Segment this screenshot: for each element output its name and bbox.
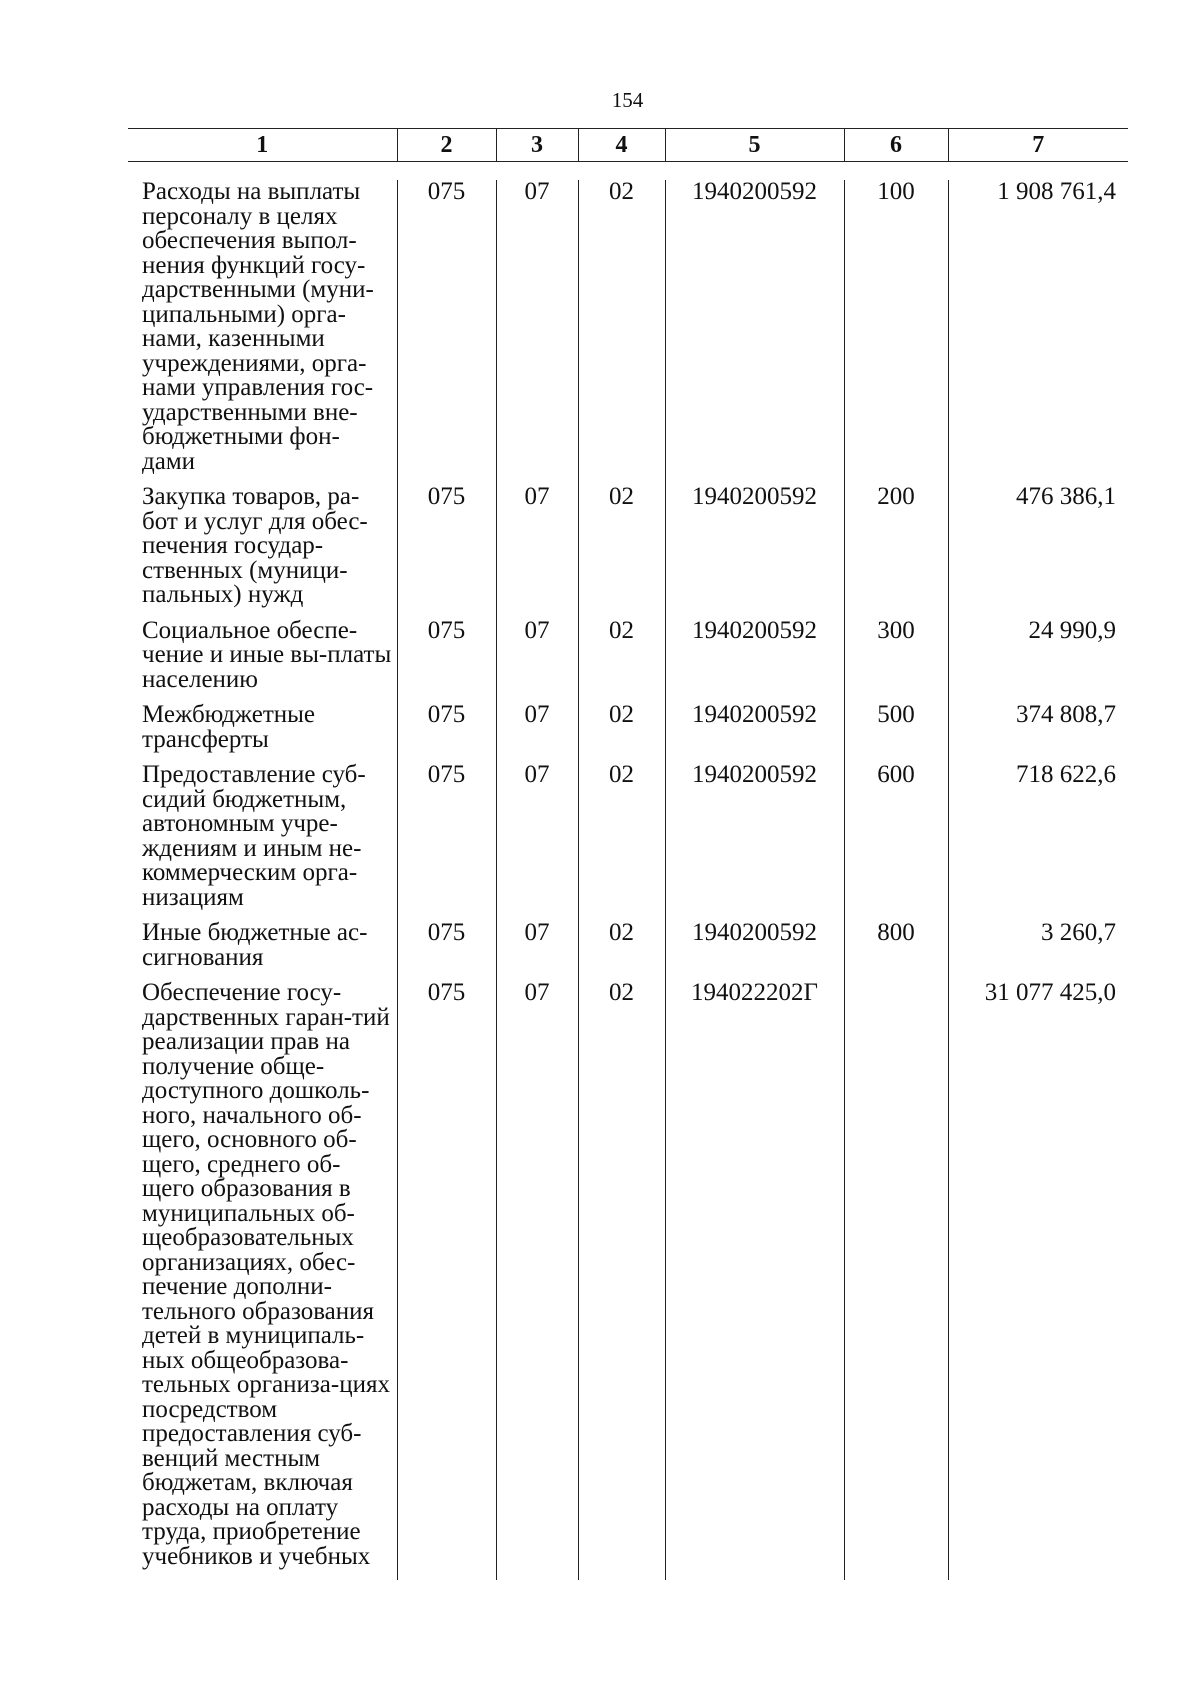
row-expense-type-code: 500: [844, 703, 948, 763]
row-name: Межбюджетные трансферты: [128, 703, 397, 763]
header-col-5: 5: [665, 129, 844, 162]
row-target-code: 1940200592: [665, 763, 844, 921]
row-target-code: 1940200592: [665, 619, 844, 704]
row-ministry-code: 075: [427, 483, 466, 510]
row-name: Обеспечение госу-дарственных гаран-тий реализации прав на получение обще-доступного дошколь-ного, начального об-щего, основного об-щего, среднего об-щего образования в муниципальных об-щеобразовательных организациях, обес-печение дополни-тельного образования детей в муниципаль-ных общеобразова-тельных организа-циях посредством предоставления суб-венций местным бюджетам, включая расходы на оплату труда, приобретение учебников и учебных: [128, 981, 397, 1580]
header-col-3: 3: [496, 129, 578, 162]
row-subsection-code: 02: [578, 619, 665, 704]
table-row: [128, 619, 1128, 704]
row-amount: 31 077 425,0: [948, 981, 1128, 1580]
row-target-code: 1940200592: [665, 921, 844, 981]
row-section-code: 07: [496, 619, 578, 704]
header-col-4: 4: [578, 129, 665, 162]
row-amount: 1 908 761,4: [948, 180, 1128, 485]
row-name: Закупка товаров, ра-бот и услуг для обес-печения государ-ственных (муници-пальных) нужд: [128, 485, 397, 619]
row-subsection-code: 02: [578, 703, 665, 763]
row-subsection-code: 02: [578, 485, 665, 619]
table-row: [128, 921, 1128, 981]
row-ministry-code: 075: [427, 616, 466, 644]
row-target-code: 1940200592: [665, 485, 844, 619]
row-name: Расходы на выплаты персоналу в целях обеспечения выпол-нения функций госу-дарственными (муни-ципальными) орга-нами, казенными учреждениями, орга-нами управления гос-ударственными вне-бюджетными фон-дами: [128, 180, 397, 485]
header-col-1: 1: [128, 129, 397, 162]
row-subsection-code: 02: [578, 981, 665, 1580]
row-expense-type-code: [844, 981, 948, 1580]
table-row: [128, 763, 1128, 921]
header-col-6: 6: [844, 129, 948, 162]
row-amount: 718 622,6: [948, 763, 1128, 921]
row-expense-type-code: 800: [844, 921, 948, 981]
row-amount: 24 990,9: [948, 619, 1128, 704]
row-amount: 3 260,7: [948, 921, 1128, 981]
row-section-code: 07: [496, 763, 578, 921]
row-ministry-code: 075: [427, 919, 466, 946]
header-col-7: 7: [948, 129, 1128, 162]
row-section-code: 07: [496, 485, 578, 619]
row-ministry-code: 075: [427, 178, 466, 205]
row-ministry-code: 075: [427, 979, 466, 1006]
row-name: Социальное обеспе-чение и иные вы-платы населению: [128, 619, 397, 704]
row-name: Предоставление суб-сидий бюджетным, автономным учре-ждениям и иным не-коммерческим орга-низациям: [128, 763, 397, 921]
row-section-code: 07: [496, 703, 578, 763]
row-section-code: 07: [496, 981, 578, 1580]
row-target-code: 1940200592: [665, 703, 844, 763]
row-section-code: 07: [496, 180, 578, 485]
row-target-code: 194022202Г: [665, 981, 844, 1580]
budget-table: [128, 128, 1128, 1580]
row-section-code: 07: [496, 921, 578, 981]
row-subsection-code: 02: [578, 763, 665, 921]
header-col-2: 2: [397, 129, 496, 162]
table-row: [128, 981, 1128, 1580]
row-ministry-code: 075: [427, 761, 466, 788]
table-row: [128, 485, 1128, 619]
row-amount: 374 808,7: [948, 703, 1128, 763]
row-expense-type-code: 600: [844, 763, 948, 921]
row-name: Иные бюджетные ас-сигнования: [128, 921, 397, 981]
row-subsection-code: 02: [578, 921, 665, 981]
table-row: [128, 180, 1128, 485]
row-ministry-code: 075: [427, 701, 466, 728]
table-row: [128, 703, 1128, 763]
row-expense-type-code: 300: [844, 619, 948, 704]
row-expense-type-code: 100: [844, 180, 948, 485]
row-expense-type-code: 200: [844, 485, 948, 619]
table-header-row: [128, 129, 1128, 162]
row-amount: 476 386,1: [948, 485, 1128, 619]
page-number: 154: [611, 88, 644, 112]
row-target-code: 1940200592: [665, 180, 844, 485]
row-subsection-code: 02: [578, 180, 665, 485]
